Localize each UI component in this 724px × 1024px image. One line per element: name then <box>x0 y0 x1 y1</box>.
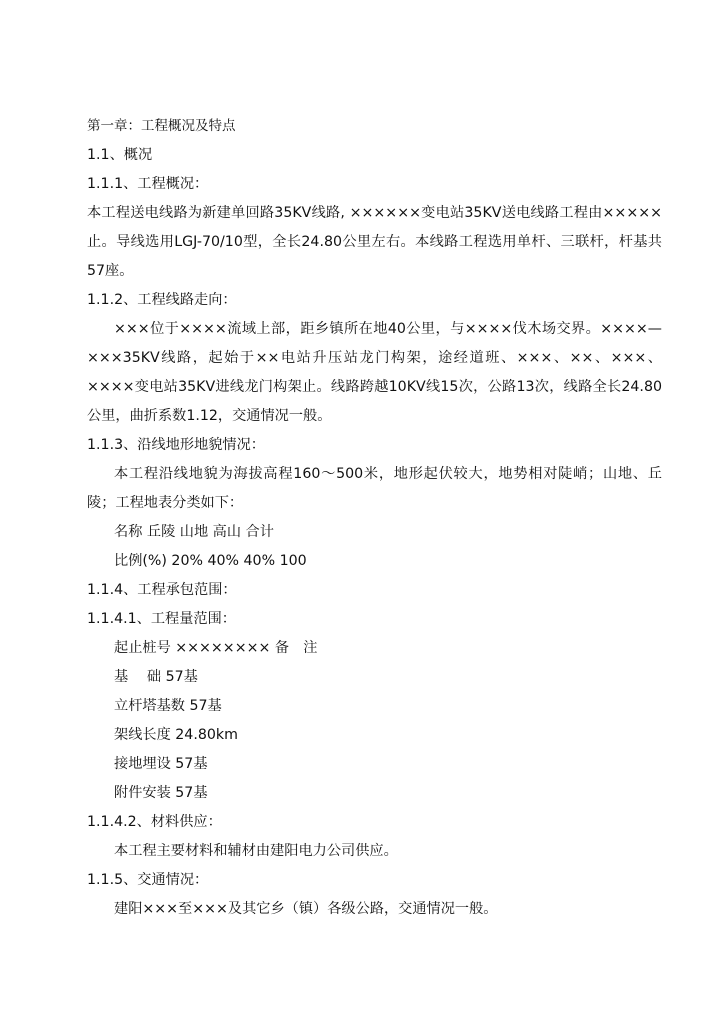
terrain-table-header: 名称 丘陵 山地 高山 合计 <box>114 524 274 540</box>
scope-item: 架线长度 24.80km <box>114 727 238 743</box>
paragraph-material-supply: 本工程主要材料和辅材由建阳电力公司供应。 <box>114 843 398 859</box>
section-heading-1-1-4-2: 1.1.4.2、材料供应： <box>87 814 222 830</box>
section-heading-1-1-3: 1.1.3、沿线地形地貌情况： <box>87 437 265 453</box>
paragraph-terrain: 本工程沿线地貌为海拔高程160～500米，地形起伏较大，地势相对陡峭；山地、丘陵；工程地表分类如下： <box>87 466 662 511</box>
section-heading-1-1-2: 1.1.2、工程线路走向： <box>87 292 237 308</box>
paragraph-line-route: ×××位于××××流域上部，距乡镇所在地40公里，与××××伐木场交界。××××—×××35KV线路，起始于××电站升压站龙门构架，途经道班、×××、××、×××、××××变电站35KV进线龙门构架止。线路跨越10KV线15次，公路13次，线路全长24.80公里，曲折系数1.12，交通情况一般。 <box>87 321 662 424</box>
section-heading-1-1-1: 1.1.1、工程概况： <box>87 176 209 192</box>
paragraph-traffic: 建阳×××至×××及其它乡（镇）各级公路，交通情况一般。 <box>114 901 498 917</box>
scope-item: 立杆塔基数 57基 <box>114 698 222 714</box>
scope-item: 附件安装 57基 <box>114 785 208 801</box>
scope-item: 起止桩号 ×××××××× 备 注 <box>114 640 318 656</box>
section-heading-1-1-4: 1.1.4、工程承包范围： <box>87 582 237 598</box>
section-heading-1-1: 1.1、概况 <box>87 147 153 163</box>
chapter-title: 第一章：工程概况及特点 <box>87 118 236 134</box>
paragraph-project-overview: 本工程送电线路为新建单回路35KV线路, ××××××变电站35KV送电线路工程由×××××止。导线选用LGJ-70/10型，全长24.80公里左右。本线路工程选用单杆、三联杆，杆基共57座。 <box>87 205 662 279</box>
scope-item: 基 础 57基 <box>114 669 198 685</box>
scope-item: 接地埋设 57基 <box>114 756 208 772</box>
section-heading-1-1-4-1: 1.1.4.1、工程量范围： <box>87 611 236 627</box>
terrain-table-ratio: 比例(%) 20% 40% 40% 100 <box>114 553 307 569</box>
section-heading-1-1-5: 1.1.5、交通情况： <box>87 872 209 888</box>
